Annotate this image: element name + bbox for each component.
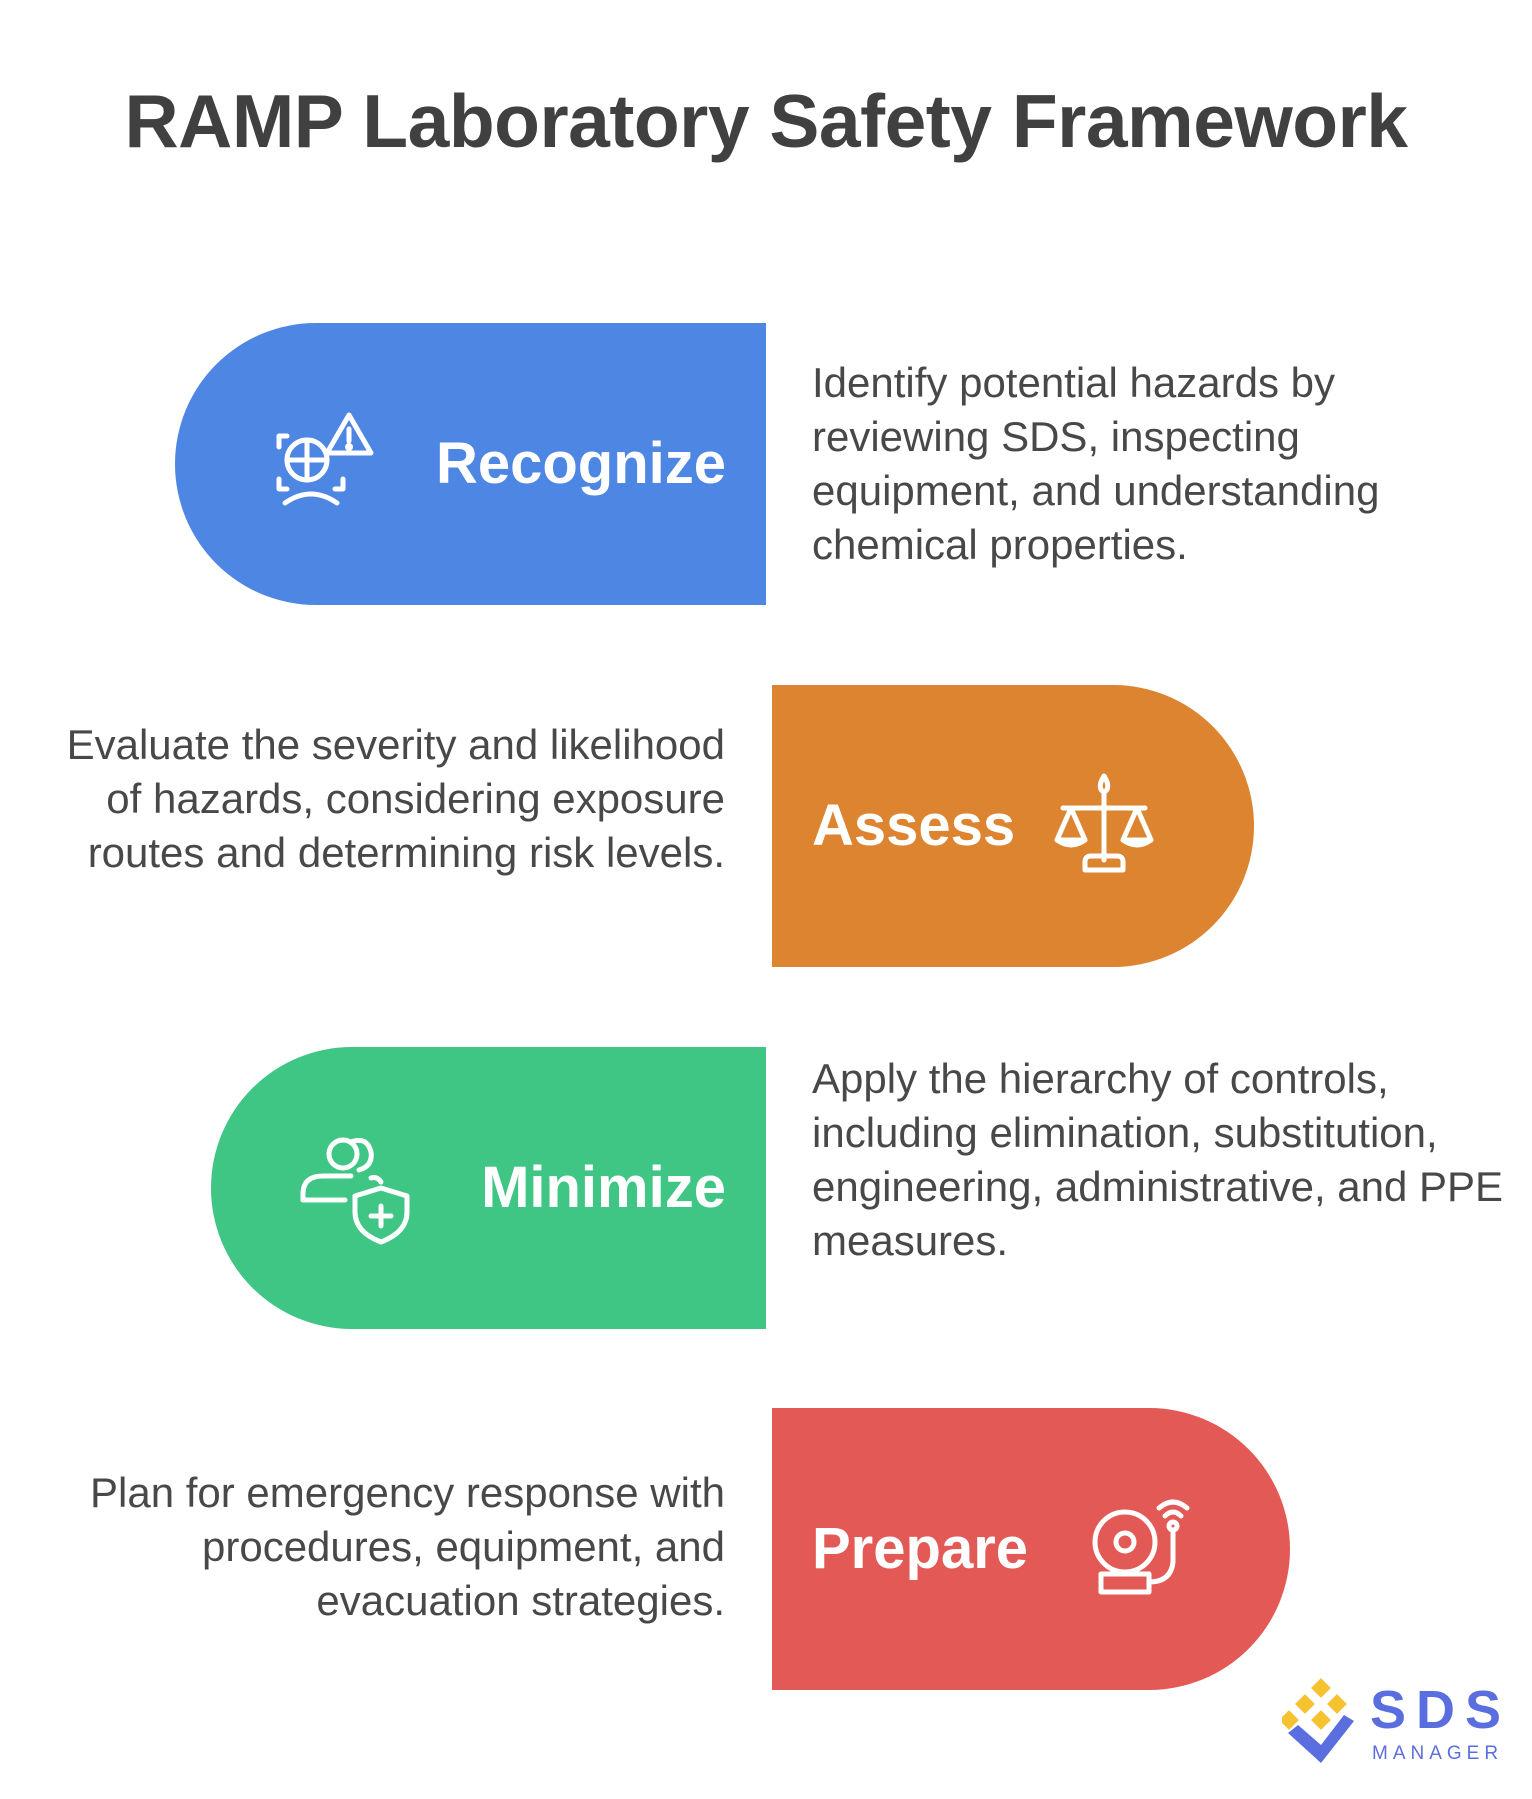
sds-manager-logo [1282, 1675, 1512, 1775]
step-label: Minimize [481, 1155, 726, 1220]
page-title: RAMP Laboratory Safety Framework [124, 79, 1408, 163]
step-minimize [211, 1047, 766, 1329]
users-shield-icon [293, 1132, 413, 1247]
logo-diamond-icon [1282, 1675, 1362, 1765]
balance-scale-icon [1049, 770, 1159, 882]
logo-subtitle: MANAGER [1372, 1743, 1504, 1764]
step-prepare [772, 1408, 1290, 1690]
alarm-bell-icon [1087, 1496, 1197, 1606]
step-label: Recognize [435, 431, 726, 496]
step-label: Assess [812, 793, 1016, 858]
step-assess [772, 685, 1254, 967]
step-recognize [175, 323, 766, 605]
logo-name: SDS [1370, 1680, 1512, 1740]
step-description: Apply the hierarchy of controls, including elimination, substitution, engineering, administrative, and PPE measures. [812, 1055, 1504, 1264]
step-label: Prepare [812, 1516, 1029, 1581]
hazard-scan-icon [261, 403, 381, 523]
step-description: Evaluate the severity and likelihood of hazards, considering exposure routes and determining risk levels. [66, 721, 725, 876]
step-description: Identify potential hazards by reviewing SDS, inspecting equipment, and understanding chemical properties. [812, 359, 1380, 568]
step-description: Plan for emergency response with procedures, equipment, and evacuation strategies. [90, 1469, 725, 1624]
